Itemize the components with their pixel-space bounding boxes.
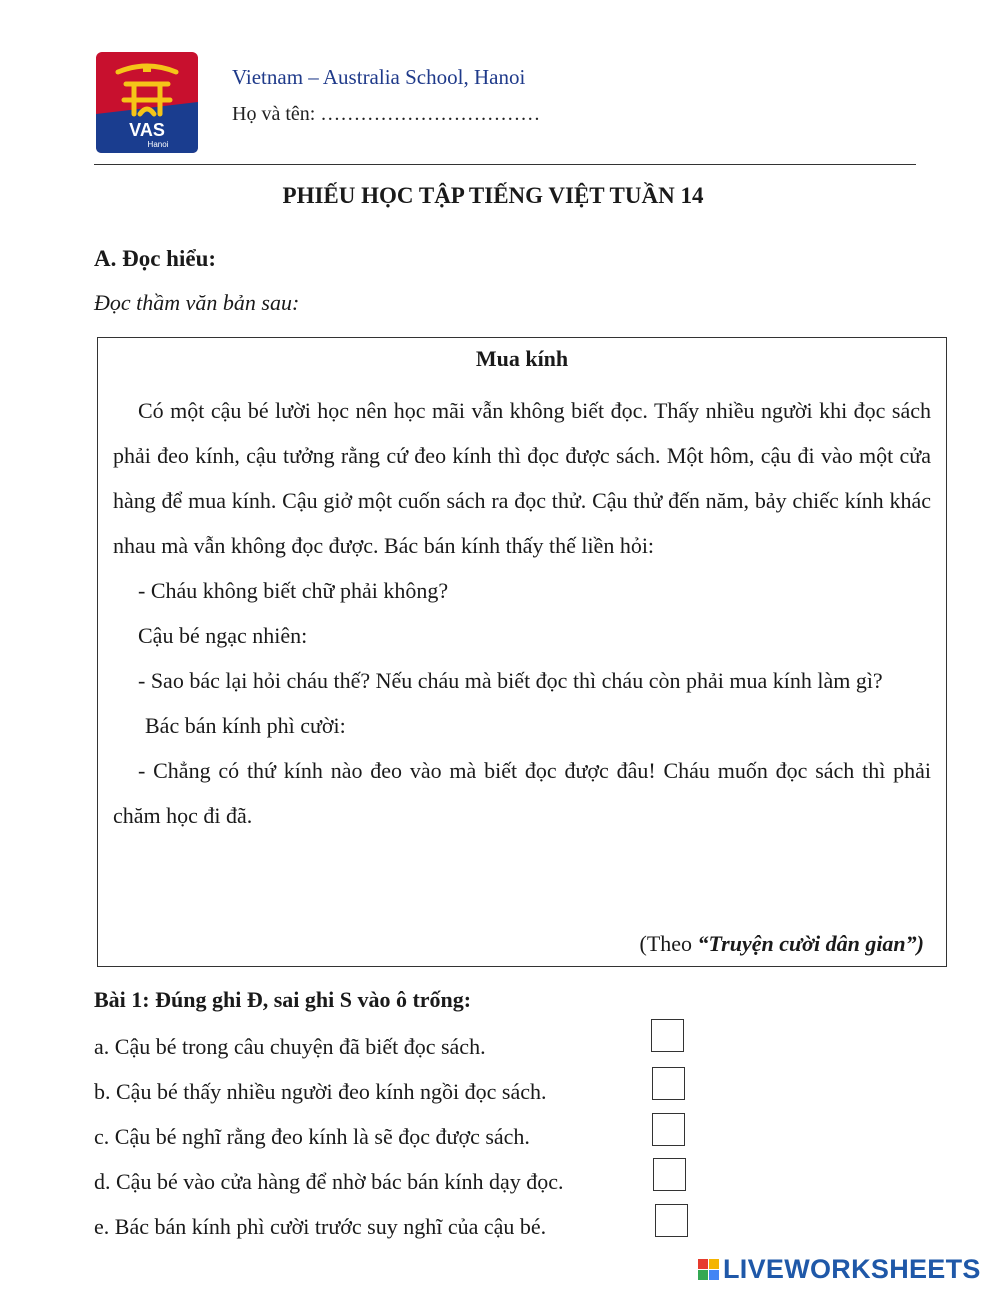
answer-box-e[interactable] [655,1204,688,1237]
question-item: a. Cậu bé trong câu chuyện đã biết đọc sách. [94,1034,486,1059]
section-heading: A. Đọc hiểu: [94,246,217,271]
liveworksheets-brand [698,1254,981,1285]
story-paragraph: - Sao bác lại hỏi cháu thế? Nếu cháu mà biết đọc thì cháu còn phải mua kính làm gì? [138,668,883,693]
question-item: b. Cậu bé thấy nhiều người đeo kính ngồi đọc sách. [94,1079,547,1104]
school-name: Vietnam – Australia School, Hanoi [232,65,526,89]
page-title: PHIẾU HỌC TẬP TIẾNG VIỆT TUẦN 14 [282,183,704,208]
story-paragraph: Cậu bé ngạc nhiên: [138,623,308,648]
story-paragraph: - Chẳng có thứ kính nào đeo vào mà biết đọc được đâu! Cháu muốn đọc sách thì phải chăm học đi đã. [113,758,931,828]
answer-box-c[interactable] [652,1113,685,1146]
exercise-heading: Bài 1: Đúng ghi Đ, sai ghi S vào ô trống: [94,987,472,1012]
student-name-field[interactable]: Họ và tên: …………………………… [232,103,541,125]
school-logo [96,52,198,153]
logo-text: VAS [129,120,165,140]
answer-box-a[interactable] [651,1019,684,1052]
liveworksheets-logo-icon [698,1259,719,1280]
answer-box-d[interactable] [653,1158,686,1191]
source-prefix: (Theo [639,931,698,956]
story-box [97,337,947,967]
story-title: Mua kính [475,346,569,371]
logo-subtext: Hanoi [147,140,169,149]
story-body [113,388,931,838]
question-item: d. Cậu bé vào cửa hàng để nhờ bác bán kính dạy đọc. [94,1169,564,1194]
brand-text: LIVEWORKSHEETS [723,1254,981,1284]
answer-box-b[interactable] [652,1067,685,1100]
story-paragraph: - Cháu không biết chữ phải không? [138,578,449,603]
story-source [640,931,925,957]
story-paragraph: Bác bán kính phì cười: [145,713,346,738]
reading-instruction: Đọc thầm văn bản sau: [94,290,300,315]
header-divider [94,164,916,165]
question-item: c. Cậu bé nghĩ rằng đeo kính là sẽ đọc được sách. [94,1124,530,1149]
source-title: “Truyện cười dân gian”) [697,931,924,956]
story-paragraph: Có một cậu bé lười học nên học mãi vẫn không biết đọc. Thấy nhiều người khi đọc sách phải đeo kính, cậu tưởng rằng cứ đeo kính thì đọc được sách. Một hôm, cậu đi vào một cửa hàng để mua kính. Cậu giở một cuốn sách ra đọc thử. Cậu thử đến năm, bảy chiếc kính khác nhau mà vẫn không đọc được. Bác bán kính thấy thế liền hỏi: [113,398,931,558]
question-item: e. Bác bán kính phì cười trước suy nghĩ của cậu bé. [94,1214,547,1239]
